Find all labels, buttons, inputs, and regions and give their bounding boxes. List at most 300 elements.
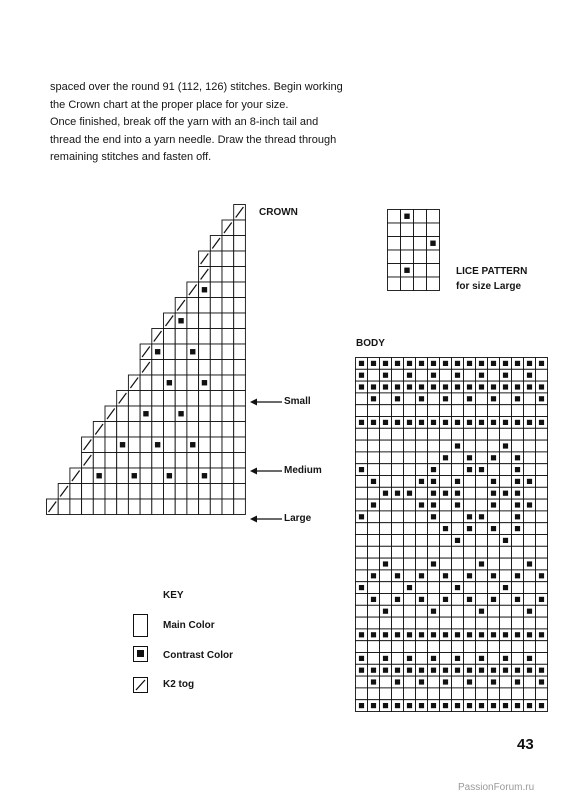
body-cell [524, 511, 536, 523]
body-cell [512, 617, 524, 629]
body-cell [452, 641, 464, 653]
crown-cell [164, 499, 176, 515]
body-cell [440, 405, 452, 417]
body-cell [416, 688, 428, 700]
body-cell [368, 487, 380, 499]
contrast-stitch [202, 473, 207, 478]
body-cell [428, 535, 440, 547]
body-cell [500, 641, 512, 653]
contrast-stitch [419, 502, 424, 507]
body-cell [404, 676, 416, 688]
body-cell [476, 428, 488, 440]
body-cell [368, 641, 380, 653]
contrast-stitch [479, 609, 484, 614]
crown-cell [82, 484, 94, 500]
body-cell [476, 440, 488, 452]
body-cell [452, 617, 464, 629]
crown-cell [210, 422, 222, 438]
crown-cell [222, 453, 234, 469]
body-cell [356, 688, 368, 700]
body-cell [488, 688, 500, 700]
body-cell [536, 440, 548, 452]
body-cell [416, 487, 428, 499]
contrast-stitch [431, 632, 436, 637]
contrast-stitch [371, 420, 376, 425]
body-cell [356, 487, 368, 499]
crown-cell [175, 468, 187, 484]
body-cell [440, 546, 452, 558]
crown-cell [164, 406, 176, 422]
body-cell [536, 546, 548, 558]
crown-cell [222, 298, 234, 314]
crown-cell [187, 375, 199, 391]
contrast-stitch [503, 668, 508, 673]
lice-cell [401, 277, 414, 291]
contrast-stitch [479, 361, 484, 366]
crown-cell [199, 298, 211, 314]
contrast-stitch [515, 455, 520, 460]
contrast-stitch [190, 349, 195, 354]
contrast-stitch [431, 491, 436, 496]
crown-cell [70, 484, 82, 500]
body-cell [416, 464, 428, 476]
body-cell [368, 546, 380, 558]
contrast-stitch [443, 420, 448, 425]
contrast-stitch [431, 361, 436, 366]
crown-cell [93, 453, 105, 469]
body-cell [536, 476, 548, 488]
contrast-stitch [371, 396, 376, 401]
body-cell [500, 676, 512, 688]
body-cell [440, 653, 452, 665]
contrast-stitch [371, 502, 376, 507]
body-cell [368, 605, 380, 617]
contrast-stitch [96, 473, 101, 478]
crown-cell [222, 251, 234, 267]
body-cell [440, 582, 452, 594]
contrast-stitch [491, 361, 496, 366]
body-cell [428, 546, 440, 558]
body-cell [440, 558, 452, 570]
contrast-stitch [430, 241, 435, 246]
crown-cell [234, 437, 246, 453]
contrast-stitch [359, 373, 364, 378]
body-cell [476, 405, 488, 417]
crown-cell [70, 499, 82, 515]
contrast-stitch [383, 703, 388, 708]
contrast-stitch [455, 585, 460, 590]
crown-cell [199, 406, 211, 422]
body-cell [500, 464, 512, 476]
body-cell [356, 558, 368, 570]
contrast-stitch [503, 491, 508, 496]
body-cell [452, 570, 464, 582]
body-cell [416, 617, 428, 629]
body-cell [404, 558, 416, 570]
contrast-stitch [455, 384, 460, 389]
crown-cell [234, 391, 246, 407]
body-cell [464, 535, 476, 547]
body-cell [392, 428, 404, 440]
body-cell [512, 369, 524, 381]
body-cell [524, 688, 536, 700]
body-cell [368, 582, 380, 594]
body-cell [536, 688, 548, 700]
body-cell [452, 558, 464, 570]
contrast-stitch [404, 214, 409, 219]
crown-cell [152, 468, 164, 484]
body-cell [404, 405, 416, 417]
contrast-stitch [202, 380, 207, 385]
body-cell [356, 594, 368, 606]
contrast-stitch [443, 396, 448, 401]
contrast-stitch [527, 668, 532, 673]
body-cell [440, 476, 452, 488]
contrast-stitch [395, 573, 400, 578]
contrast-stitch [491, 384, 496, 389]
body-cell [464, 582, 476, 594]
contrast-stitch [467, 420, 472, 425]
body-cell [512, 405, 524, 417]
contrast-stitch [503, 443, 508, 448]
contrast-stitch [395, 384, 400, 389]
contrast-stitch [491, 632, 496, 637]
body-cell [476, 676, 488, 688]
body-cell [500, 594, 512, 606]
crown-cell [105, 453, 117, 469]
body-title: BODY [356, 338, 385, 349]
contrast-stitch [491, 526, 496, 531]
contrast-stitch [491, 502, 496, 507]
contrast-stitch [527, 361, 532, 366]
contrast-stitch [395, 668, 400, 673]
lice-cell [414, 237, 427, 251]
body-cell [512, 653, 524, 665]
contrast-stitch [359, 361, 364, 366]
contrast-stitch [491, 597, 496, 602]
crown-cell [175, 344, 187, 360]
body-cell [476, 582, 488, 594]
body-cell [392, 369, 404, 381]
body-cell [488, 369, 500, 381]
body-cell [428, 405, 440, 417]
contrast-stitch [431, 514, 436, 519]
lice-caption-title: LICE PATTERN [456, 266, 528, 277]
crown-cell [234, 453, 246, 469]
body-cell [500, 428, 512, 440]
contrast-stitch [455, 479, 460, 484]
contrast-stitch [419, 703, 424, 708]
contrast-stitch [467, 384, 472, 389]
body-cell [452, 546, 464, 558]
crown-cell [234, 499, 246, 515]
crown-cell [222, 422, 234, 438]
body-cell [416, 535, 428, 547]
crown-cell [152, 422, 164, 438]
contrast-stitch [539, 597, 544, 602]
body-cell [428, 688, 440, 700]
crown-cell [105, 468, 117, 484]
body-chart [355, 357, 549, 714]
crown-cell [234, 344, 246, 360]
body-cell [500, 570, 512, 582]
contrast-stitch [419, 361, 424, 366]
contrast-stitch [527, 561, 532, 566]
contrast-stitch [527, 632, 532, 637]
body-cell [404, 688, 416, 700]
body-cell [404, 617, 416, 629]
contrast-stitch [539, 679, 544, 684]
contrast-stitch [407, 632, 412, 637]
contrast-stitch [431, 502, 436, 507]
body-cell [428, 570, 440, 582]
crown-cell [152, 360, 164, 376]
body-cell [404, 393, 416, 405]
body-cell [392, 605, 404, 617]
body-cell [416, 369, 428, 381]
body-cell [500, 523, 512, 535]
crown-cell [199, 360, 211, 376]
body-cell [368, 523, 380, 535]
body-cell [416, 558, 428, 570]
contrast-stitch [491, 396, 496, 401]
body-cell [512, 558, 524, 570]
body-cell [476, 452, 488, 464]
contrast-stitch [431, 561, 436, 566]
crown-cell [105, 484, 117, 500]
crown-cell [187, 406, 199, 422]
body-cell [524, 452, 536, 464]
body-cell [380, 440, 392, 452]
body-cell [452, 405, 464, 417]
body-cell [392, 641, 404, 653]
contrast-stitch [515, 668, 520, 673]
body-cell [464, 369, 476, 381]
contrast-stitch [371, 479, 376, 484]
crown-title: CROWN [259, 207, 298, 218]
crown-cell [187, 484, 199, 500]
contrast-stitch [455, 703, 460, 708]
body-cell [476, 499, 488, 511]
crown-cell [152, 484, 164, 500]
body-cell [476, 570, 488, 582]
crown-cell [199, 499, 211, 515]
crown-cell [164, 422, 176, 438]
contrast-stitch [539, 573, 544, 578]
body-cell [428, 428, 440, 440]
body-paragraph [50, 79, 380, 167]
marker-medium-label: Medium [284, 465, 322, 476]
marker-small-arrow [250, 399, 282, 406]
crown-cell [234, 375, 246, 391]
body-cell [416, 582, 428, 594]
contrast-stitch [371, 361, 376, 366]
contrast-stitch [407, 420, 412, 425]
crown-cell [175, 453, 187, 469]
body-cell [524, 546, 536, 558]
body-cell [524, 393, 536, 405]
body-cell [488, 546, 500, 558]
crown-cell [117, 468, 129, 484]
body-cell [416, 405, 428, 417]
contrast-stitch [503, 384, 508, 389]
crown-cell [128, 499, 140, 515]
body-cell [380, 546, 392, 558]
body-cell [428, 523, 440, 535]
crown-cell [175, 391, 187, 407]
crown-cell [128, 437, 140, 453]
crown-cell [152, 406, 164, 422]
contrast-stitch [371, 703, 376, 708]
body-cell [368, 535, 380, 547]
contrast-stitch [407, 668, 412, 673]
contrast-stitch [503, 656, 508, 661]
body-cell [380, 617, 392, 629]
crown-cell [175, 499, 187, 515]
contrast-stitch [515, 514, 520, 519]
contrast-stitch [467, 455, 472, 460]
body-cell [524, 523, 536, 535]
body-cell [488, 511, 500, 523]
crown-cell [117, 422, 129, 438]
contrast-stitch [467, 597, 472, 602]
contrast-stitch [539, 703, 544, 708]
body-cell [536, 452, 548, 464]
body-cell [512, 582, 524, 594]
body-cell [500, 499, 512, 511]
body-cell [368, 653, 380, 665]
contrast-stitch [404, 268, 409, 273]
body-cell [392, 535, 404, 547]
contrast-stitch [503, 361, 508, 366]
contrast-stitch [491, 491, 496, 496]
body-cell [536, 523, 548, 535]
contrast-stitch [515, 679, 520, 684]
body-cell [464, 499, 476, 511]
body-cell [404, 535, 416, 547]
crown-cell [199, 484, 211, 500]
crown-cell [140, 453, 152, 469]
crown-cell [164, 391, 176, 407]
contrast-stitch [431, 373, 436, 378]
body-cell [380, 582, 392, 594]
crown-cell [199, 313, 211, 329]
contrast-stitch [419, 573, 424, 578]
crown-cell [210, 267, 222, 283]
body-cell [500, 393, 512, 405]
body-cell [524, 676, 536, 688]
body-cell [488, 653, 500, 665]
contrast-stitch [431, 420, 436, 425]
body-cell [536, 558, 548, 570]
crown-cell [187, 313, 199, 329]
contrast-stitch [155, 442, 160, 447]
contrast-stitch [395, 361, 400, 366]
lice-cell [414, 210, 427, 224]
lice-cell [388, 250, 401, 264]
body-cell [380, 570, 392, 582]
contrast-stitch [503, 420, 508, 425]
body-cell [404, 428, 416, 440]
body-cell [404, 546, 416, 558]
body-cell [380, 641, 392, 653]
body-cell [404, 440, 416, 452]
contrast-stitch [515, 361, 520, 366]
crown-cell [82, 499, 94, 515]
body-cell [380, 523, 392, 535]
body-cell [464, 440, 476, 452]
crown-cell [187, 298, 199, 314]
body-cell [392, 546, 404, 558]
contrast-stitch [539, 384, 544, 389]
crown-cell [210, 499, 222, 515]
contrast-stitch [539, 632, 544, 637]
lice-caption [456, 264, 527, 294]
contrast-stitch [395, 491, 400, 496]
body-cell [380, 464, 392, 476]
crown-cell [117, 406, 129, 422]
body-cell [440, 511, 452, 523]
body-cell [512, 605, 524, 617]
lice-caption-subtitle: for size Large [456, 281, 522, 292]
body-cell [464, 476, 476, 488]
body-cell [356, 617, 368, 629]
contrast-stitch [467, 467, 472, 472]
body-cell [536, 499, 548, 511]
crown-cell [82, 468, 94, 484]
contrast-stitch [527, 609, 532, 614]
crown-cell [234, 298, 246, 314]
crown-cell [199, 437, 211, 453]
contrast-stitch [431, 703, 436, 708]
body-cell [488, 405, 500, 417]
body-cell [356, 676, 368, 688]
body-cell [452, 393, 464, 405]
contrast-stitch [371, 679, 376, 684]
body-cell [452, 428, 464, 440]
crown-cell [140, 375, 152, 391]
crown-cell [222, 344, 234, 360]
paragraph-line: Once finished, break off the yarn with an 8-inch tail and [50, 116, 319, 128]
body-cell [500, 511, 512, 523]
marker-large-arrow [250, 516, 282, 523]
body-cell [452, 511, 464, 523]
crown-cell [210, 468, 222, 484]
body-cell [416, 605, 428, 617]
paragraph-line: the Crown chart at the proper place for your size. [50, 98, 289, 111]
contrast-stitch [407, 491, 412, 496]
crown-cell [210, 251, 222, 267]
body-cell [356, 428, 368, 440]
body-cell [464, 605, 476, 617]
contrast-stitch [395, 597, 400, 602]
lice-cell [414, 277, 427, 291]
body-cell [440, 617, 452, 629]
contrast-stitch [479, 703, 484, 708]
body-cell [392, 582, 404, 594]
crown-cell [210, 282, 222, 298]
contrast-stitch [359, 514, 364, 519]
crown-cell [128, 484, 140, 500]
lice-cell [401, 237, 414, 251]
body-cell [500, 617, 512, 629]
body-cell [428, 676, 440, 688]
body-cell [536, 369, 548, 381]
key-title: KEY [163, 590, 184, 601]
body-cell [476, 688, 488, 700]
contrast-stitch [515, 597, 520, 602]
crown-cell [187, 360, 199, 376]
